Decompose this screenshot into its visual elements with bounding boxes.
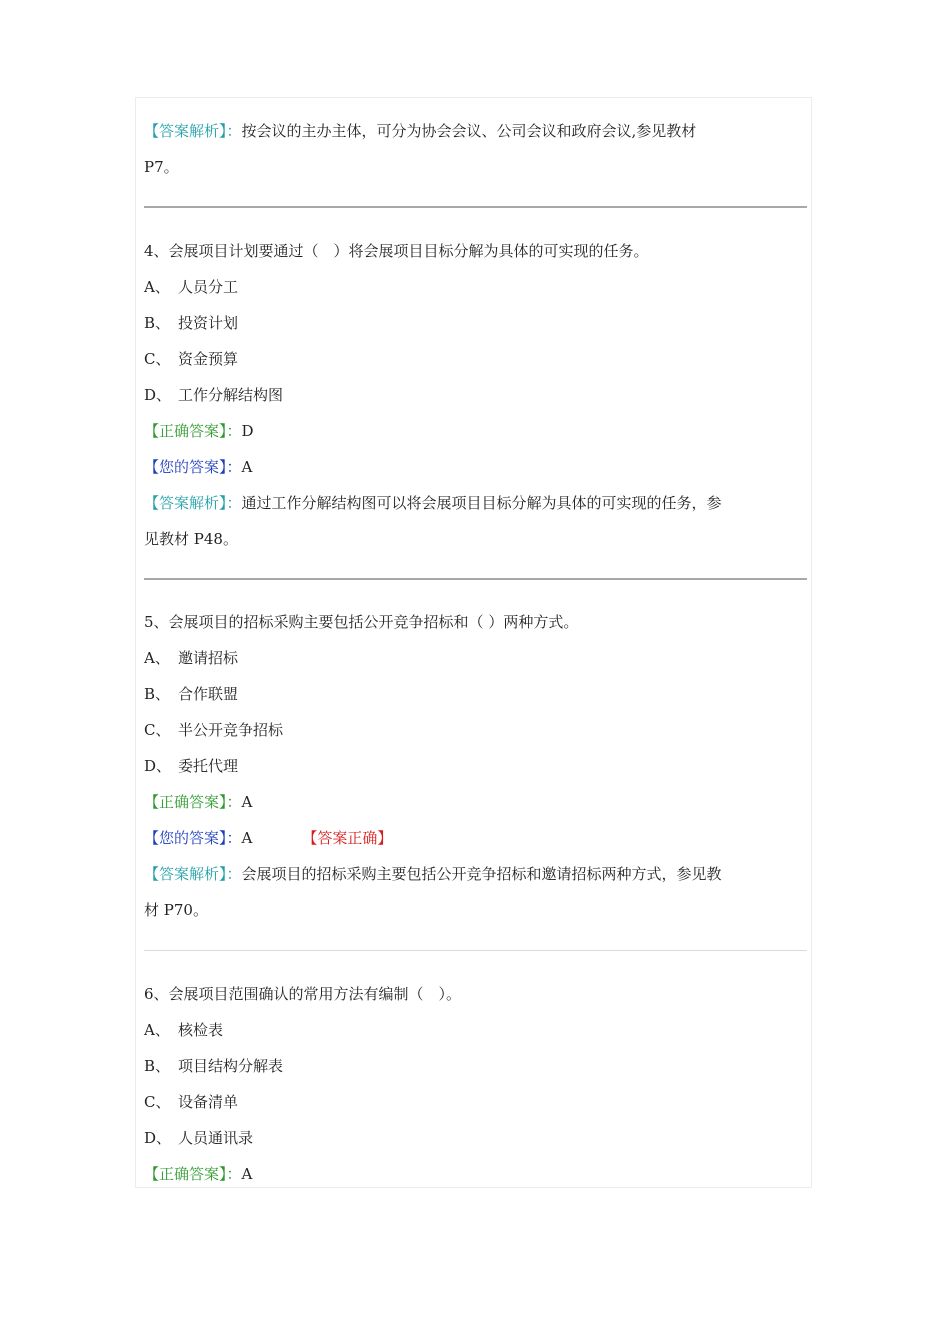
correct-answer-label: 【正确答案】：	[144, 1165, 242, 1183]
question-divider	[144, 206, 807, 208]
option-text: 投资计划	[178, 314, 239, 332]
analysis-label: 【答案解析】：	[144, 865, 242, 883]
q4-correct-answer	[144, 421, 804, 441]
analysis-label: 【答案解析】：	[144, 494, 242, 512]
q4-your-answer	[144, 457, 804, 477]
q6-option-a[interactable]	[144, 1020, 804, 1040]
q3-analysis-line-1	[144, 121, 804, 141]
q6-option-c[interactable]	[144, 1092, 804, 1112]
answer-correct-badge: 【答案正确】	[302, 829, 393, 847]
option-letter: B、	[144, 314, 171, 332]
option-letter: C、	[144, 350, 171, 368]
q5-your-answer	[144, 828, 804, 848]
option-text: 项目结构分解表	[178, 1057, 284, 1075]
q4-analysis-line-1	[144, 493, 804, 513]
analysis-text: 通过工作分解结构图可以将会展项目目标分解为具体的可实现的任务，参	[241, 494, 722, 512]
option-letter: A、	[144, 278, 170, 296]
option-letter: B、	[144, 685, 171, 703]
q6-option-d[interactable]	[144, 1128, 804, 1148]
correct-answer-value: A	[241, 793, 253, 811]
option-letter: B、	[144, 1057, 171, 1075]
option-text: 人员通讯录	[178, 1129, 254, 1147]
q5-analysis-line-1	[144, 864, 804, 884]
q5-stem: 5、会展项目的招标采购主要包括公开竞争招标和（ ）两种方式。	[144, 613, 579, 631]
option-text: 核检表	[178, 1021, 224, 1039]
option-letter: D、	[144, 757, 172, 775]
your-answer-value: A	[241, 458, 253, 476]
option-letter: A、	[144, 1021, 170, 1039]
correct-answer-label: 【正确答案】：	[144, 422, 242, 440]
q5-option-a[interactable]	[144, 648, 804, 668]
option-text: 邀请招标	[178, 649, 239, 667]
q4-stem: 4、会展项目计划要通过（ ）将会展项目目标分解为具体的可实现的任务。	[144, 242, 649, 260]
correct-answer-value: D	[241, 422, 254, 440]
option-text: 工作分解结构图	[178, 386, 284, 404]
correct-answer-label: 【正确答案】：	[144, 793, 242, 811]
question-divider	[144, 950, 807, 951]
q4-option-d[interactable]	[144, 385, 804, 405]
q5-option-b[interactable]	[144, 684, 804, 704]
option-text: 委托代理	[178, 757, 239, 775]
q6-stem: 6、会展项目范围确认的常用方法有编制（ ）。	[144, 985, 462, 1003]
option-letter: C、	[144, 1093, 171, 1111]
q4-option-a[interactable]	[144, 277, 804, 297]
q6-option-b[interactable]	[144, 1056, 804, 1076]
option-text: 半公开竞争招标	[178, 721, 284, 739]
q4-analysis-line-2: 见教材 P48。	[144, 530, 238, 548]
option-letter: D、	[144, 386, 172, 404]
analysis-text: 会展项目的招标采购主要包括公开竞争招标和邀请招标两种方式，参见教	[241, 865, 722, 883]
option-letter: A、	[144, 649, 170, 667]
q4-option-c[interactable]	[144, 349, 804, 369]
option-letter: C、	[144, 721, 171, 739]
q4-option-b[interactable]	[144, 313, 804, 333]
your-answer-value: A	[241, 829, 253, 847]
your-answer-label: 【您的答案】：	[144, 458, 242, 476]
analysis-label: 【答案解析】：	[144, 122, 242, 140]
q5-correct-answer	[144, 792, 804, 812]
your-answer-label: 【您的答案】：	[144, 829, 242, 847]
option-text: 设备清单	[178, 1093, 239, 1111]
q3-analysis-line-2: P7。	[144, 158, 179, 176]
option-text: 人员分工	[178, 278, 239, 296]
correct-answer-value: A	[241, 1165, 253, 1183]
option-text: 合作联盟	[178, 685, 239, 703]
option-text: 资金预算	[178, 350, 239, 368]
q5-analysis-line-2: 材 P70。	[144, 901, 208, 919]
question-divider	[144, 578, 807, 580]
q5-option-c[interactable]	[144, 720, 804, 740]
q5-option-d[interactable]	[144, 756, 804, 776]
q6-correct-answer	[144, 1164, 804, 1184]
option-letter: D、	[144, 1129, 172, 1147]
analysis-text: 按会议的主办主体，可分为协会会议、公司会议和政府会议,参见教材	[241, 122, 697, 140]
